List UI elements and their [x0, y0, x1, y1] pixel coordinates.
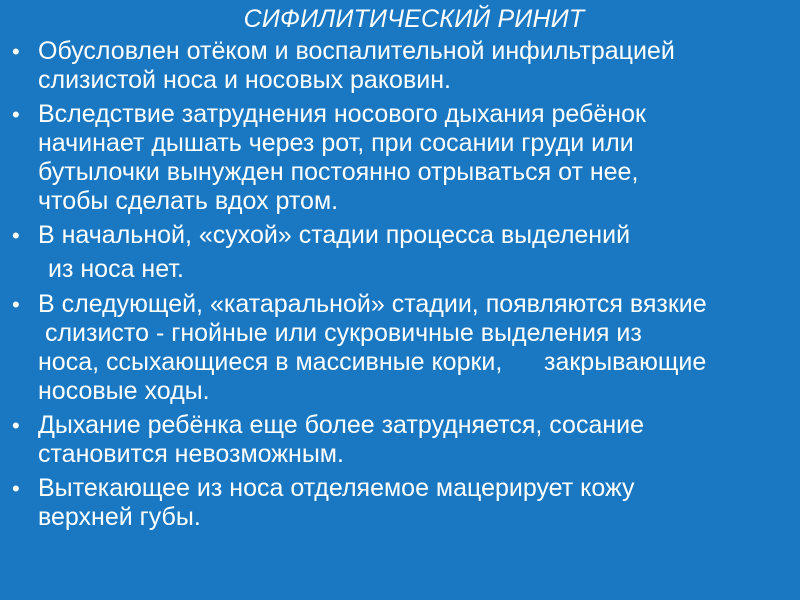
continuation-line [0, 255, 800, 284]
bullet-item [0, 474, 800, 532]
bullet-line: слизисто - гнойные или сукровичные выделения из [38, 319, 642, 347]
bullet-marker: • [12, 413, 20, 438]
bullet-marker: • [12, 476, 20, 501]
bullet-line: В следующей, «катаральной» стадии, появляются вязкие [38, 290, 707, 318]
bullet-line: бутылочки вынужден постоянно отрываться от нее, [38, 158, 639, 186]
slide-title: СИФИЛИТИЧЕСКИЙ РИНИТ [243, 5, 585, 33]
bullet-line: носа, ссыхающиеся в массивные корки, закрывающие [38, 348, 707, 376]
bullet-line: В начальной, «сухой» стадии процесса выделений [38, 221, 631, 249]
bullet-marker: • [12, 292, 20, 317]
bullet-item [0, 37, 800, 95]
bullet-marker: • [12, 223, 20, 248]
bullet-line: Вытекающее из носа отделяемое мацерирует кожу [38, 474, 635, 502]
bullet-line: верхней губы. [38, 503, 201, 531]
bullet-item [0, 100, 800, 216]
bullet-line: Обусловлен отёком и воспалительной инфильтрацией [38, 37, 675, 65]
bullet-marker: • [12, 39, 20, 64]
bullet-line: чтобы сделать вдох ртом. [38, 187, 339, 215]
slide-content [0, 37, 800, 537]
bullet-line: Вследствие затруднения носового дыхания ребёнок [38, 100, 646, 128]
bullet-line: Дыхание ребёнка еще более затрудняется, сосание [38, 411, 645, 439]
bullet-line: слизистой носа и носовых раковин. [38, 66, 451, 94]
bullet-line: носовые ходы. [38, 377, 210, 405]
bullet-item [0, 221, 800, 250]
bullet-line: становится невозможным. [38, 440, 344, 468]
bullet-marker: • [12, 102, 20, 127]
bullet-item [0, 290, 800, 406]
bullet-line: начинает дышать через рот, при сосании груди или [38, 129, 634, 157]
bullet-item [0, 411, 800, 469]
bullet-line: из носа нет. [48, 255, 184, 283]
